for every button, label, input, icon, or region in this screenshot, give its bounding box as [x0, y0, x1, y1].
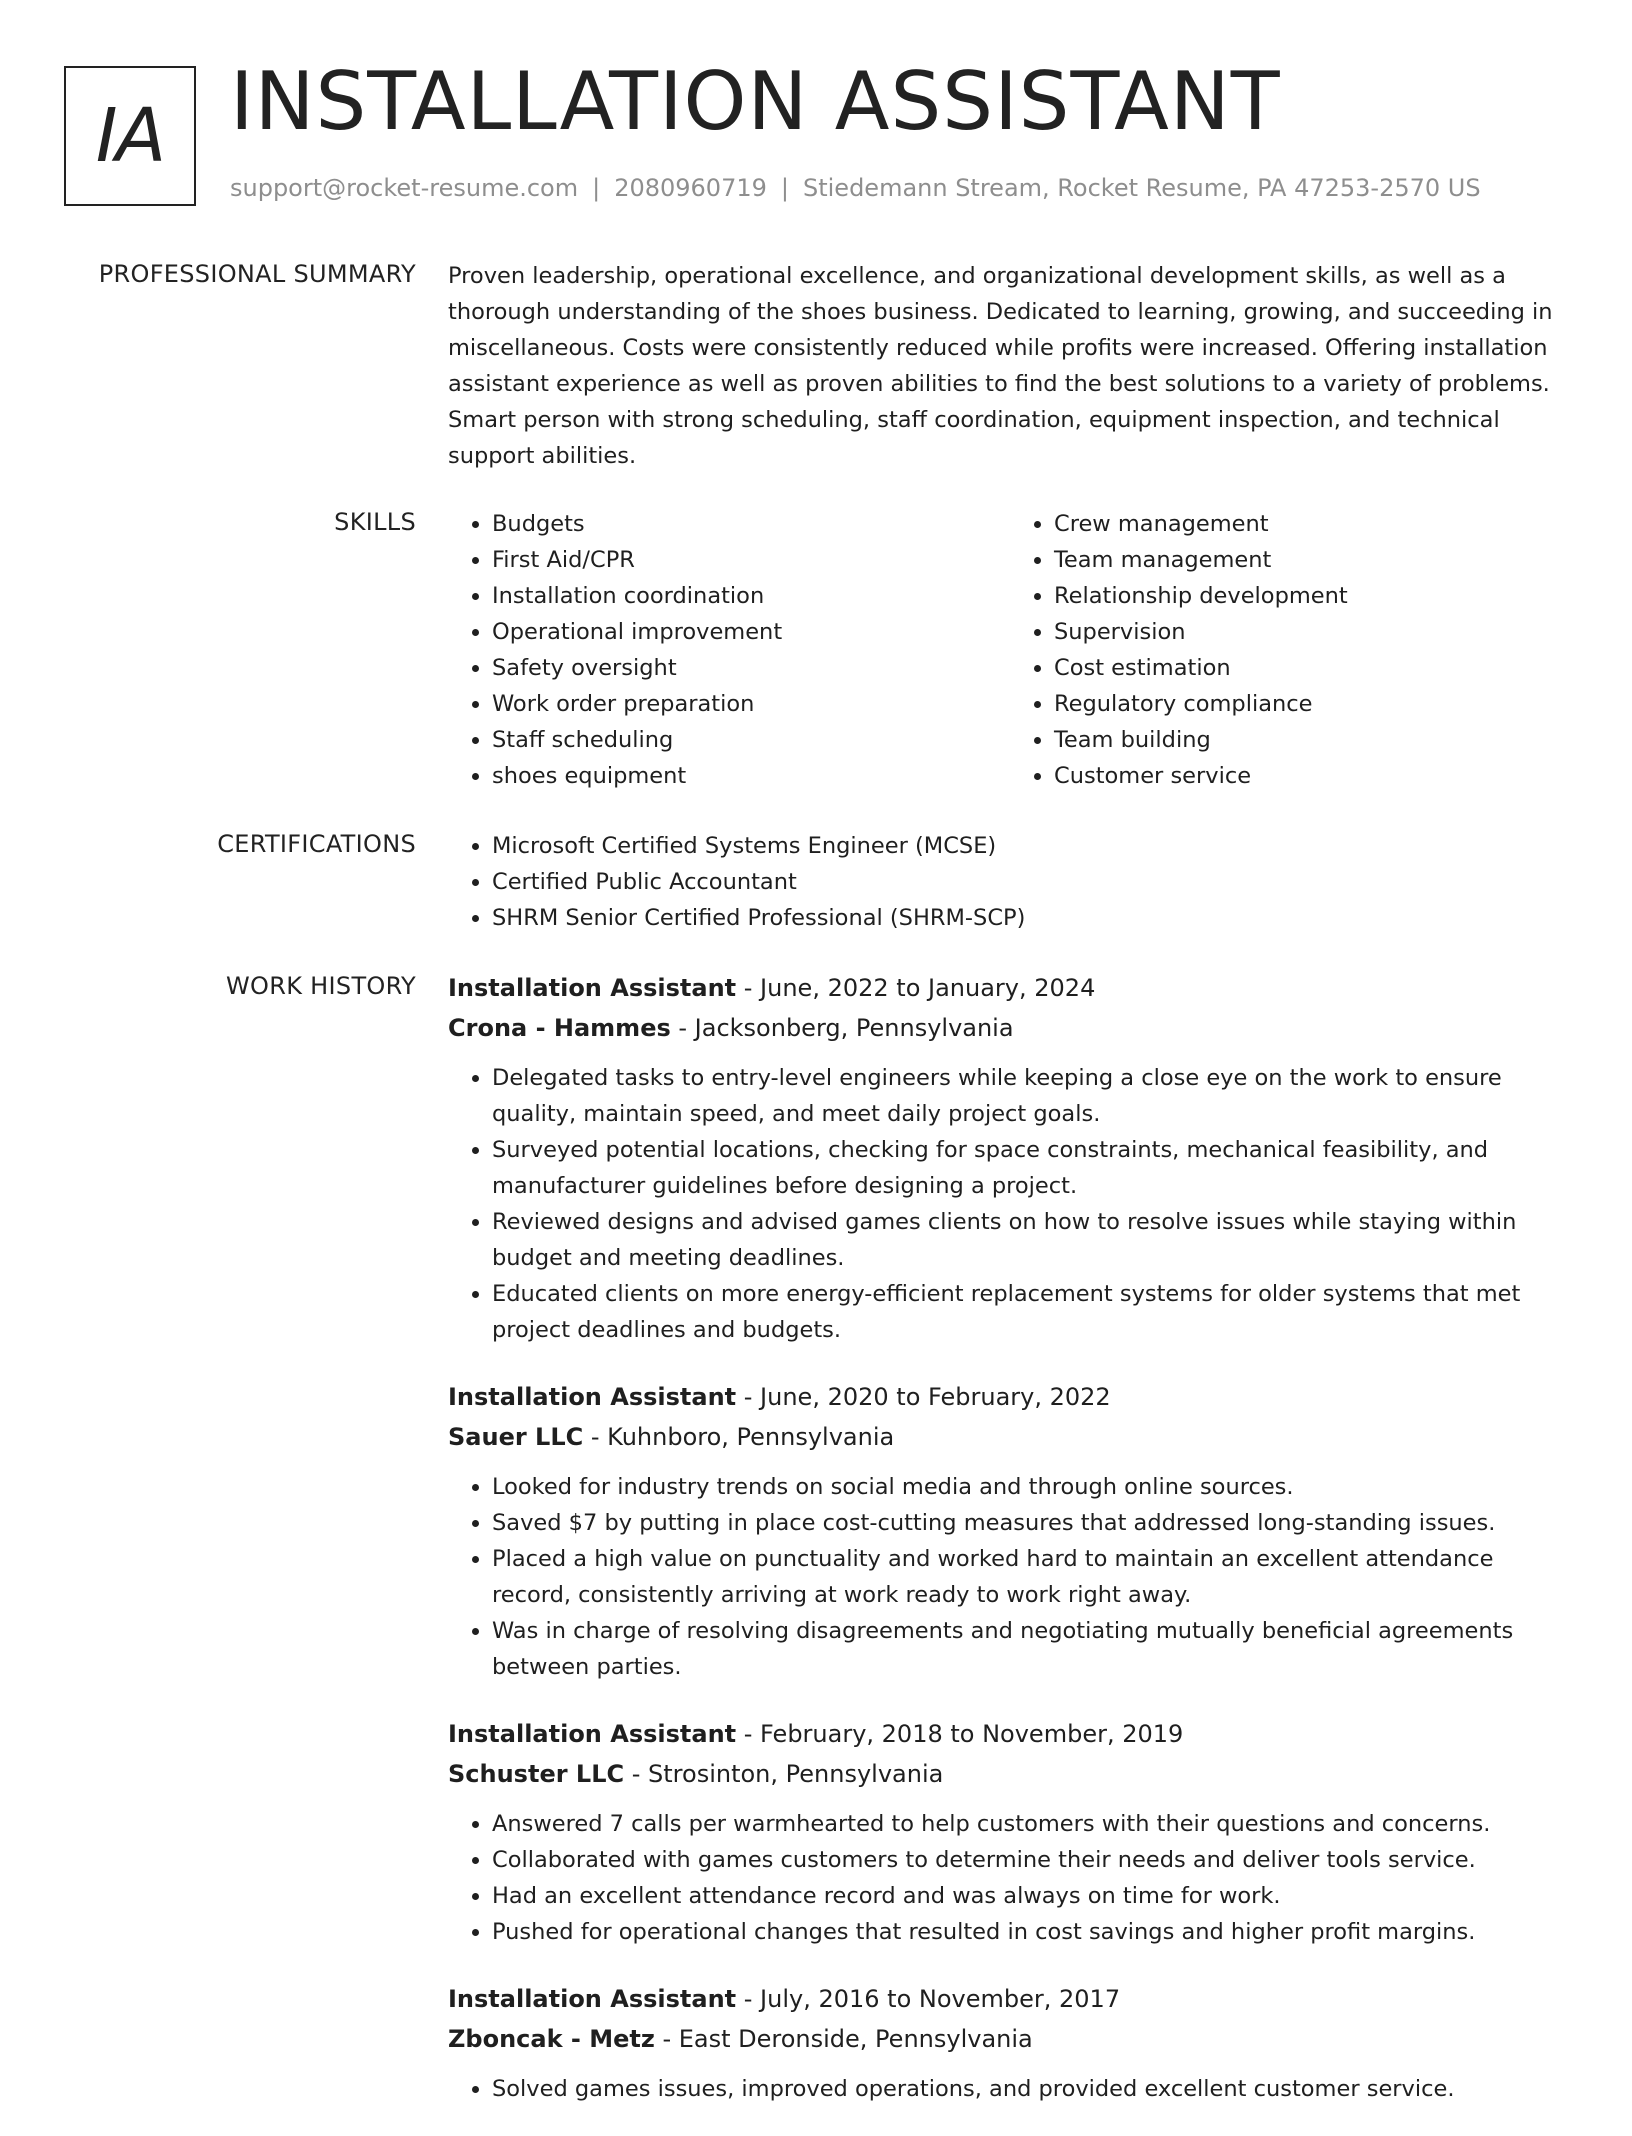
list-item: • First Aid/CPR	[492, 542, 1010, 578]
job-bullets	[448, 1469, 1572, 1685]
job-company-line	[448, 1754, 1572, 1794]
job-bullets	[448, 1806, 1572, 1950]
list-item: • Relationship development	[1054, 578, 1572, 614]
list-item: • Pushed for operational changes that resulted in cost savings and higher profit margins.	[492, 1914, 1572, 1950]
list-item: • Looked for industry trends on social media and through online sources.	[492, 1469, 1572, 1505]
certifications-heading: CERTIFICATIONS	[217, 830, 416, 858]
job-entry	[448, 1377, 1572, 1685]
job-company: Sauer LLC	[448, 1423, 584, 1451]
list-item: • Had an excellent attendance record and was always on time for work.	[492, 1878, 1572, 1914]
skills-list-left	[448, 506, 1010, 794]
list-item: • Saved $7 by putting in place cost-cutting measures that addressed long-standing issues.	[492, 1505, 1572, 1541]
contact-address: Stiedemann Stream, Rocket Resume, PA 47253-2570 US	[802, 174, 1481, 202]
job-dates: - February, 2018 to November, 2019	[736, 1720, 1184, 1748]
job-entry	[448, 968, 1572, 1348]
job-company-line	[448, 2019, 1572, 2059]
certifications-list	[448, 828, 1572, 936]
job-title-line	[448, 968, 1572, 1008]
list-item: • Safety oversight	[492, 650, 1010, 686]
job-dates: - June, 2020 to February, 2022	[736, 1383, 1111, 1411]
summary-heading: PROFESSIONAL SUMMARY	[98, 260, 416, 288]
job-title-line	[448, 1714, 1572, 1754]
contact-line	[230, 174, 1481, 202]
job-title-line	[448, 1979, 1572, 2019]
work-history-heading: WORK HISTORY	[226, 972, 416, 1000]
skills-list-right	[1010, 506, 1572, 794]
job-location: - East Deronside, Pennsylvania	[654, 2025, 1033, 2053]
list-item: • Reviewed designs and advised games clients on how to resolve issues while staying within budget and meeting deadlines.	[492, 1204, 1572, 1276]
list-item: • Operational improvement	[492, 614, 1010, 650]
list-item: • Solved games issues, improved operations, and provided excellent customer service.	[492, 2071, 1572, 2107]
list-item: • Collaborated with games customers to determine their needs and deliver tools service.	[492, 1842, 1572, 1878]
list-item: • Surveyed potential locations, checking for space constraints, mechanical feasibility, and manufacturer guidelines before designing a project.	[492, 1132, 1572, 1204]
job-company: Schuster LLC	[448, 1760, 625, 1788]
list-item: • Educated clients on more energy-efficient replacement systems for older systems that met project deadlines and budgets.	[492, 1276, 1572, 1348]
job-company-line	[448, 1008, 1572, 1048]
list-item: • shoes equipment	[492, 758, 1010, 794]
job-title: Installation Assistant	[448, 974, 737, 1002]
list-item: • Team building	[1054, 722, 1572, 758]
list-item: • Customer service	[1054, 758, 1572, 794]
job-company-line	[448, 1417, 1572, 1457]
job-bullets	[448, 1060, 1572, 1348]
skills-heading: SKILLS	[334, 508, 416, 536]
job-company: Zboncak - Metz	[448, 2025, 655, 2053]
job-dates: - June, 2022 to January, 2024	[736, 974, 1096, 1002]
job-entry	[448, 1979, 1572, 2107]
list-item: • Was in charge of resolving disagreements and negotiating mutually beneficial agreements between parties.	[492, 1613, 1572, 1685]
list-item: • SHRM Senior Certified Professional (SHRM-SCP)	[492, 900, 1572, 936]
job-entry	[448, 1714, 1572, 1950]
monogram-logo: IA	[64, 66, 196, 206]
list-item: • Delegated tasks to entry-level engineers while keeping a close eye on the work to ensure quality, maintain speed, and meet daily project goals.	[492, 1060, 1572, 1132]
list-item: • Placed a high value on punctuality and worked hard to maintain an excellent attendance record, consistently arriving at work ready to work right away.	[492, 1541, 1572, 1613]
job-location: - Kuhnboro, Pennsylvania	[583, 1423, 895, 1451]
work-history-body	[448, 968, 1572, 2136]
job-location: - Strosinton, Pennsylvania	[624, 1760, 944, 1788]
list-item: • Team management	[1054, 542, 1572, 578]
contact-separator: |	[592, 174, 601, 202]
list-item: • Crew management	[1054, 506, 1572, 542]
skills-grid	[448, 506, 1572, 794]
list-item: • Staff scheduling	[492, 722, 1010, 758]
job-location: - Jacksonberg, Pennsylvania	[670, 1014, 1014, 1042]
job-bullets	[448, 2071, 1572, 2107]
list-item: • Installation coordination	[492, 578, 1010, 614]
list-item: • Supervision	[1054, 614, 1572, 650]
job-title-line	[448, 1377, 1572, 1417]
job-title: Installation Assistant	[448, 1720, 737, 1748]
list-item: • Cost estimation	[1054, 650, 1572, 686]
skills-body	[448, 506, 1572, 794]
list-item: • Certified Public Accountant	[492, 864, 1572, 900]
list-item: • Microsoft Certified Systems Engineer (MCSE)	[492, 828, 1572, 864]
resume-name: INSTALLATION ASSISTANT	[230, 55, 1281, 148]
list-item: • Budgets	[492, 506, 1010, 542]
list-item: • Regulatory compliance	[1054, 686, 1572, 722]
contact-email: support@rocket-resume.com	[230, 174, 579, 202]
summary-body	[448, 258, 1572, 474]
job-title: Installation Assistant	[448, 1383, 737, 1411]
job-company: Crona - Hammes	[448, 1014, 671, 1042]
certifications-body	[448, 828, 1572, 936]
contact-phone: 2080960719	[614, 174, 767, 202]
summary-text: Proven leadership, operational excellence, and organizational development skills, as well as a thorough understanding of the shoes business. Dedicated to learning, growing, and succeeding in miscellaneous. Costs were consistently reduced while profits were increased. Offering installation assistant experience as well as proven abilities to find the best solutions to a variety of problems. Smart person with strong scheduling, staff coordination, equipment inspection, and technical support abilities.	[448, 263, 1553, 469]
job-dates: - July, 2016 to November, 2017	[736, 1985, 1121, 2013]
list-item: • Answered 7 calls per warmhearted to help customers with their questions and concerns.	[492, 1806, 1572, 1842]
job-title: Installation Assistant	[448, 1985, 737, 2013]
contact-separator: |	[780, 174, 789, 202]
list-item: • Work order preparation	[492, 686, 1010, 722]
